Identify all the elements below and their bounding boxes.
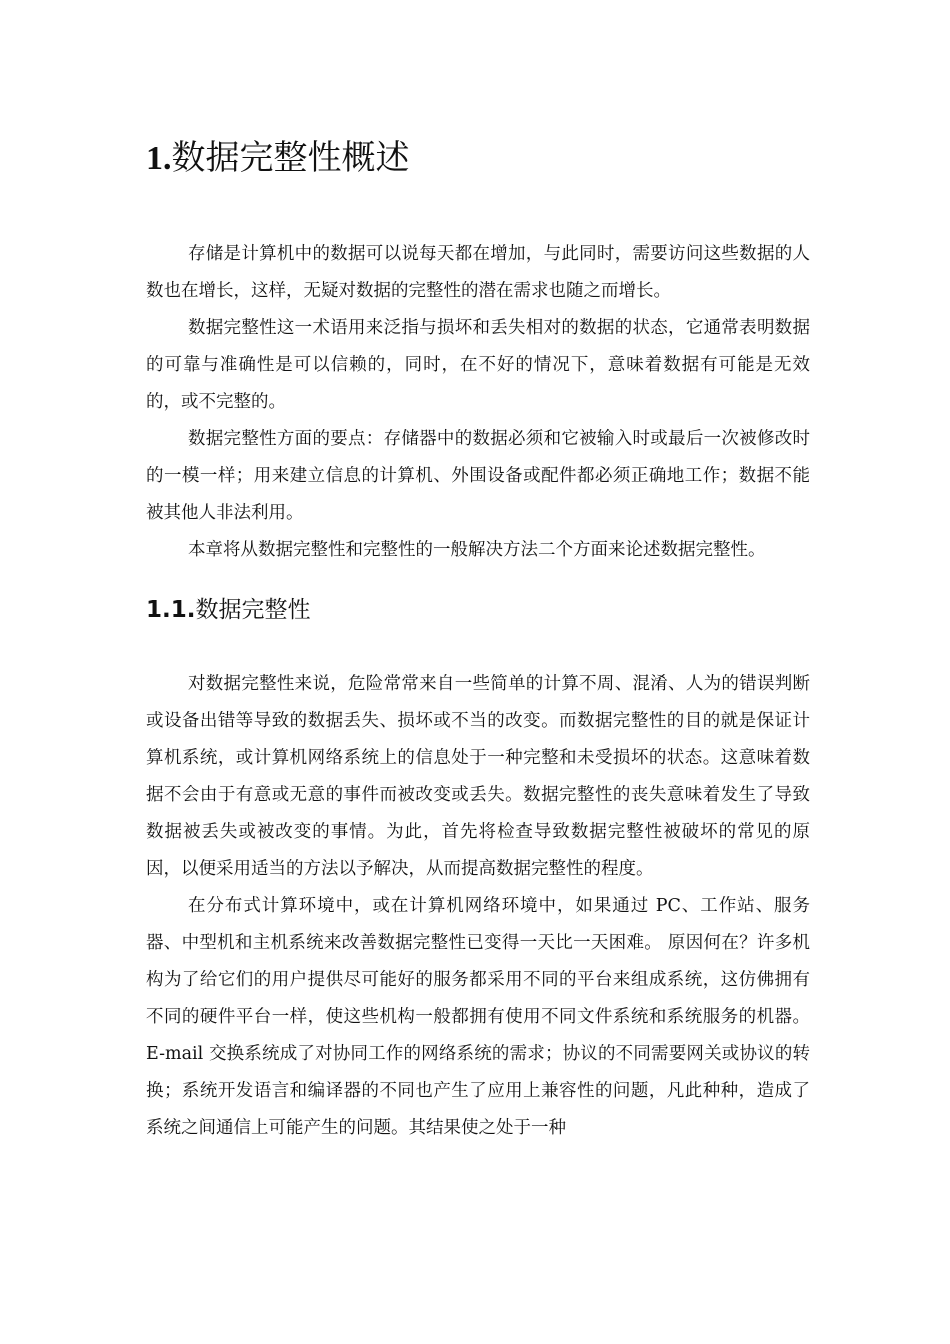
paragraph: 本章将从数据完整性和完整性的一般解决方法二个方面来论述数据完整性。	[188, 540, 766, 560]
paragraph: 数据完整性这一术语用来泛指与损坏和丢失相对的数据的状态，它通常表明数据的可靠与准确性是可以信赖的，同时，在不好的情况下，意味着数据有可能是无效的，或不完整的。	[146, 318, 810, 412]
section-title: 数据完整性	[195, 597, 311, 623]
paragraph: 在分布式计算环境中，或在计算机网络环境中，如果通过 PC、工作站、服务器、中型机和主机系统来改善数据完整性已变得一天比一天困难。 原因何在？许多机构为了给它们的用户提供尽可能好的服务都采用不同的平台来组成系统，这仿佛拥有不同的硬件平台一样，使这些机构一般都拥有使用不同文件系统和系统服务的机器。E-mail 交换系统成了对协同工作的网络系统的需求；协议的不同需要网关或协议的转换；系统开发语言和编译器的不同也产生了应用上兼容性的问题，凡此种种，造成了系统之间通信上可能产生的问题。其结果使之处于一种	[146, 896, 810, 1138]
document-page	[146, 128, 810, 1147]
section-number: 1.1.	[146, 597, 196, 623]
chapter-intro	[146, 236, 810, 569]
paragraph: 存储是计算机中的数据可以说每天都在增加，与此同时，需要访问这些数据的人数也在增长，这样，无疑对数据的完整性的潜在需求也随之而增长。	[146, 244, 810, 301]
paragraph: 对数据完整性来说，危险常常来自一些简单的计算不周、混淆、人为的错误判断或设备出错等导致的数据丢失、损坏或不当的改变。而数据完整性的目的就是保证计算机系统，或计算机网络系统上的信息处于一种完整和未受损坏的状态。这意味着数据不会由于有意或无意的事件而被改变或丢失。数据完整性的丧失意味着发生了导致数据被丢失或被改变的事情。为此，首先将检查导致数据完整性被破坏的常见的原因，以便采用适当的方法以予解决，从而提高数据完整性的程度。	[146, 674, 810, 879]
chapter-number: 1.	[146, 140, 172, 177]
section-body	[146, 666, 810, 1147]
paragraph: 数据完整性方面的要点：存储器中的数据必须和它被输入时或最后一次被修改时的一模一样；用来建立信息的计算机、外围设备或配件都必须正确地工作；数据不能被其他人非法利用。	[146, 429, 810, 523]
chapter-heading	[146, 128, 810, 189]
chapter-title: 数据完整性概述	[171, 138, 410, 178]
section-heading	[146, 583, 810, 637]
